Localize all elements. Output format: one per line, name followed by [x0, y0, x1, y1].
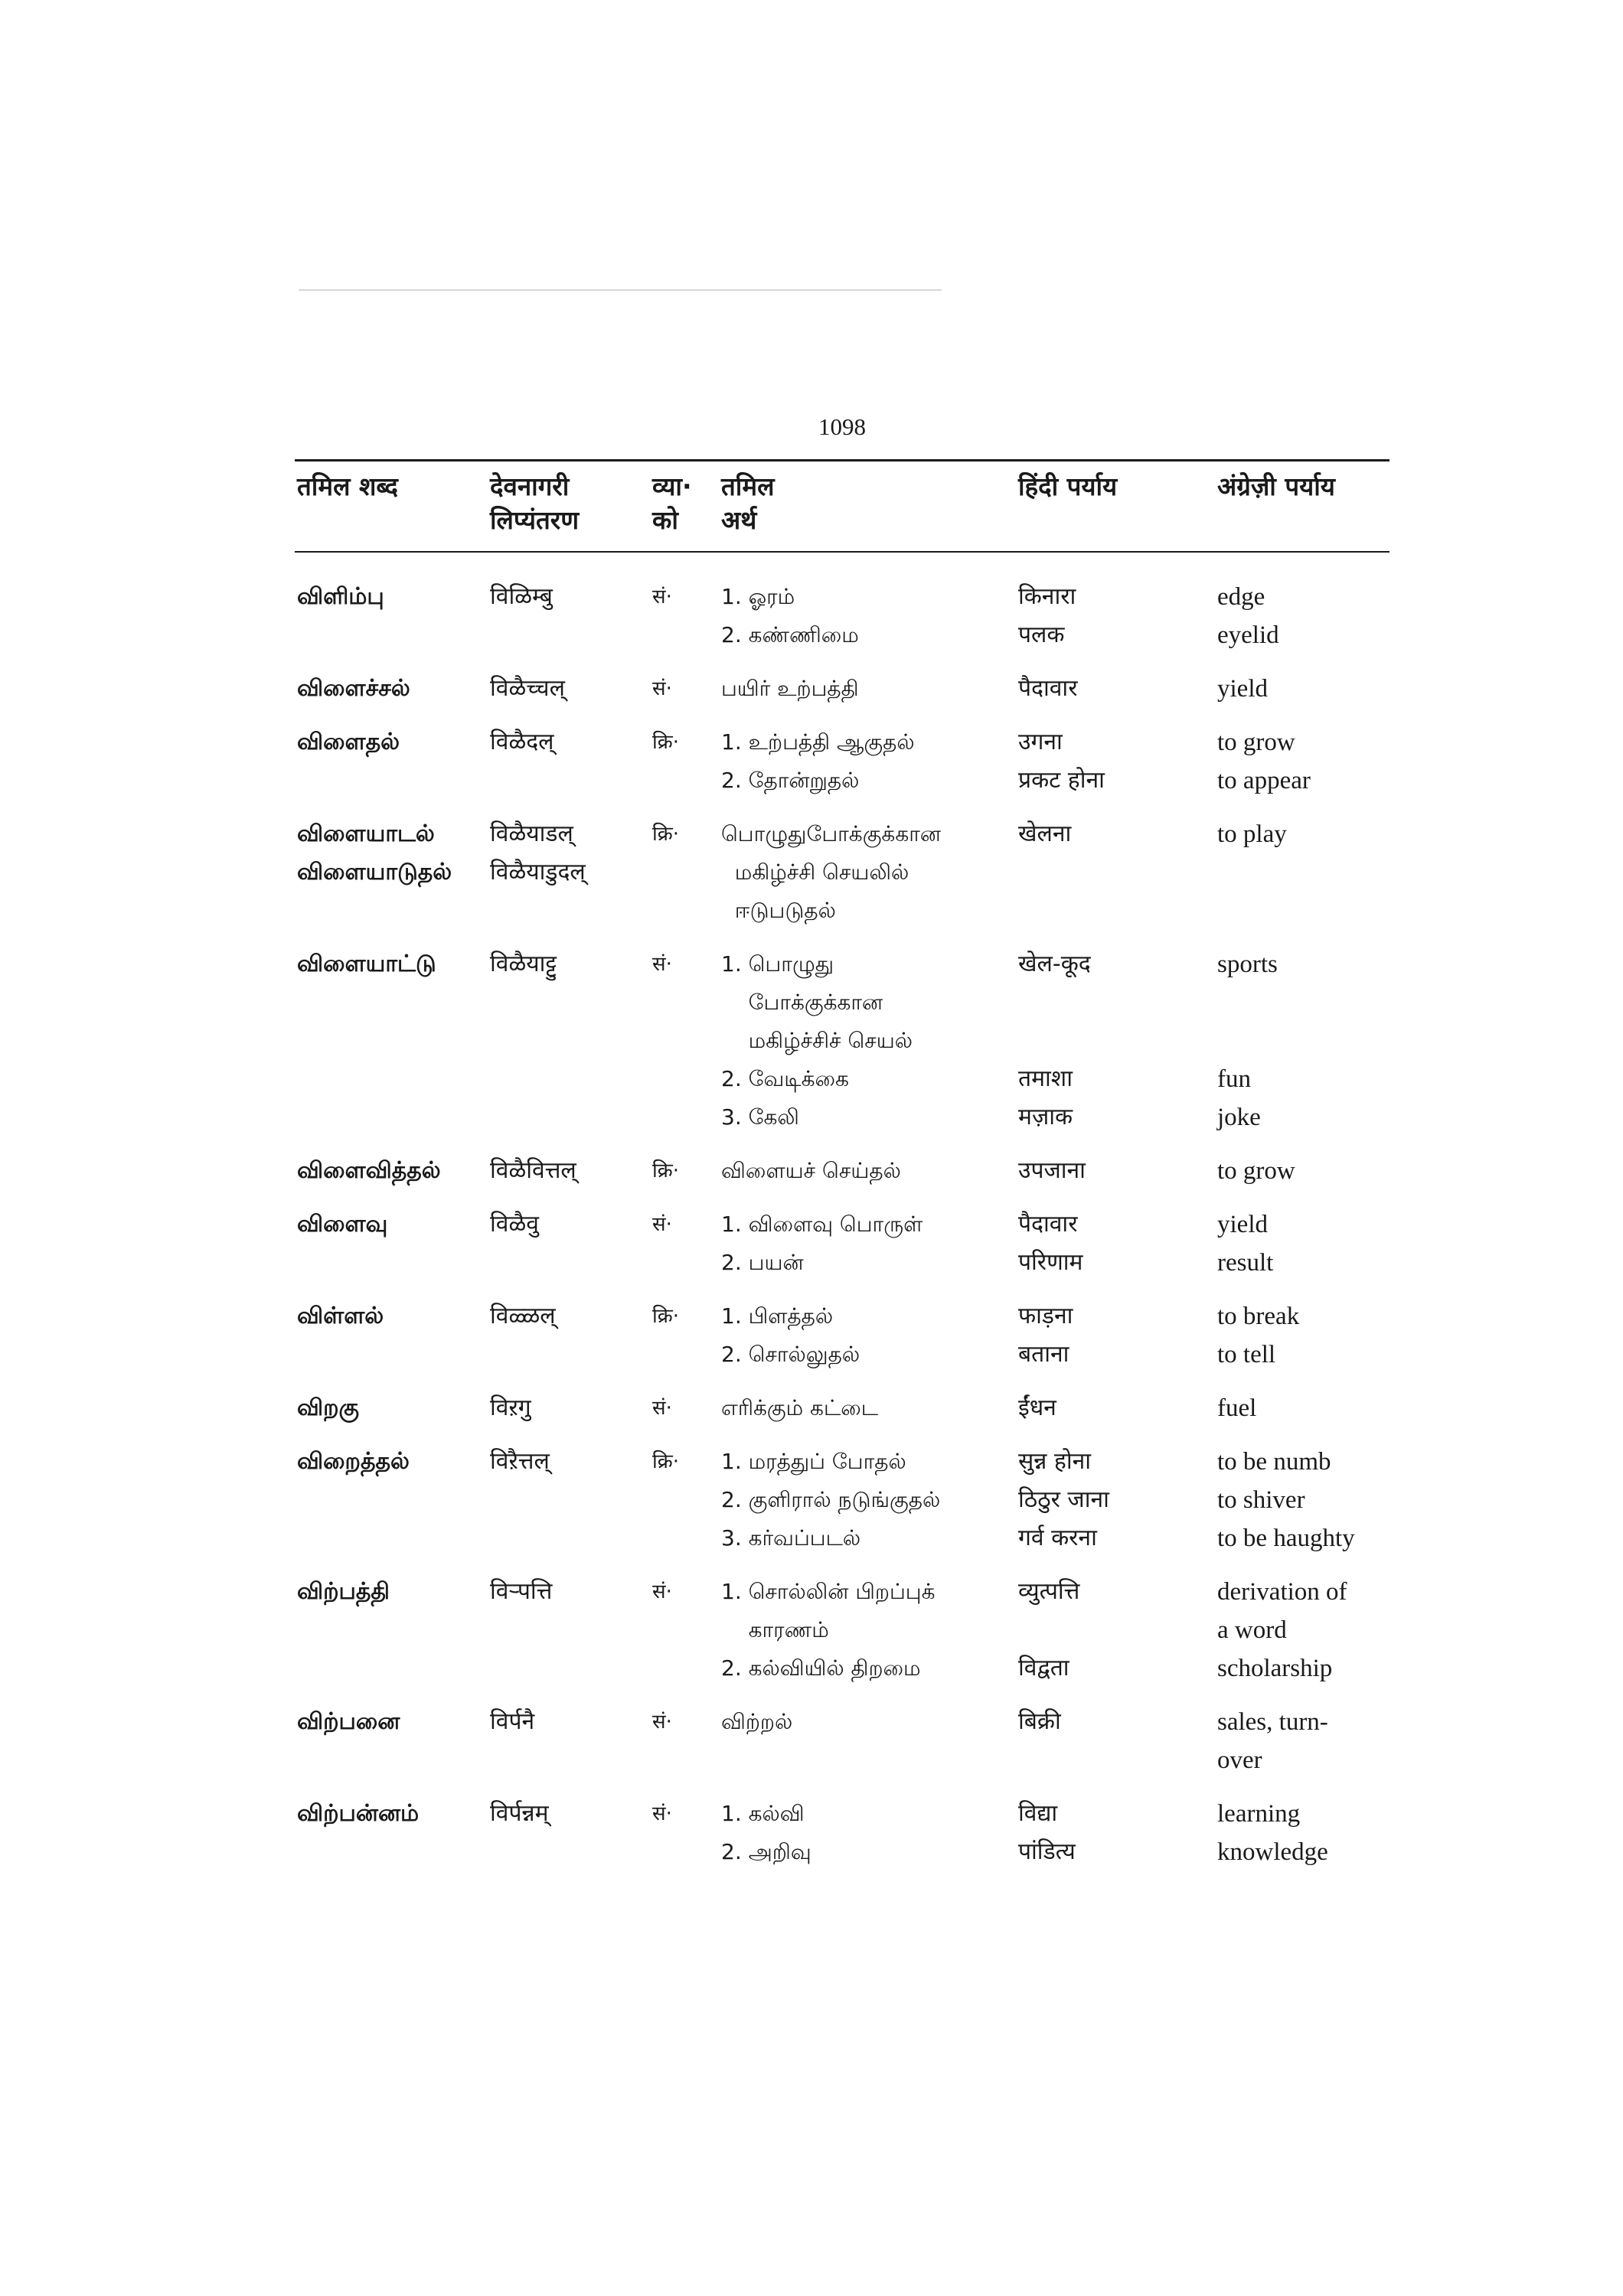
header-tamil-meaning-line1: तमिल: [721, 471, 775, 501]
english-equivalent: to be haughty: [1217, 1525, 1355, 1552]
header-english-text: अंग्रेज़ी पर्याय: [1217, 471, 1335, 501]
tamil-meaning: பொழுதுபோக்குக்கான: [721, 821, 942, 846]
tamil-meaning: காரணம்: [721, 1617, 829, 1642]
tamil-meaning: 1. பிளத்தல்: [721, 1303, 834, 1329]
hindi-equivalent: पलक: [1018, 621, 1065, 648]
header-tamil-meaning-line2: अर्थ: [721, 505, 757, 535]
tamil-word: விளையாடல்: [297, 820, 435, 847]
table-header: [0, 470, 1623, 546]
english-equivalent: a word: [1217, 1616, 1287, 1644]
english-equivalent: to grow: [1217, 729, 1295, 756]
scan-smudge-line: [299, 289, 942, 291]
grammar-tag: सं·: [652, 585, 672, 608]
tamil-word: விளையாட்டு: [297, 951, 436, 977]
hindi-equivalent: पांडित्य: [1018, 1838, 1076, 1865]
hindi-equivalent: ठिठुर जाना: [1018, 1486, 1109, 1513]
english-equivalent: yield: [1217, 1211, 1268, 1238]
grammar-tag: सं·: [652, 1397, 672, 1420]
grammar-tag: क्रि·: [652, 823, 679, 846]
english-equivalent: edge: [1217, 583, 1265, 611]
entry-line: [0, 1389, 1623, 1427]
tamil-meaning: மகிழ்ச்சி செயலில்: [721, 859, 909, 885]
entry-line: [0, 1022, 1623, 1060]
entry-line: [0, 1741, 1623, 1779]
grammar-tag: क्रि·: [652, 1305, 679, 1328]
tamil-meaning: விளையச் செய்தல்: [721, 1158, 901, 1183]
english-equivalent: to tell: [1217, 1341, 1276, 1368]
entry-line: [0, 1443, 1623, 1481]
dictionary-entry: [0, 1297, 1623, 1374]
entry-line: [0, 1573, 1623, 1611]
tamil-meaning: 1. ஓரம்: [721, 584, 795, 609]
header-bottom-rule: [295, 551, 1390, 553]
tamil-meaning: 2. பயன்: [721, 1250, 804, 1275]
devanagari-transliteration: विळैवित्तल्: [490, 1157, 576, 1184]
dictionary-entry: [0, 723, 1623, 800]
tamil-word: விறகு: [297, 1394, 360, 1421]
dictionary-entry: [0, 945, 1623, 1137]
hindi-equivalent: बताना: [1018, 1341, 1069, 1368]
header-devanagari-line2: लिप्यंतरण: [490, 505, 580, 535]
devanagari-transliteration: विऱैत्तल्: [490, 1448, 550, 1475]
grammar-tag: क्रि·: [652, 1450, 679, 1473]
header-top-rule: [295, 459, 1390, 461]
tamil-meaning: 1. சொல்லின் பிறப்புக்: [721, 1579, 936, 1604]
devanagari-transliteration: विऱगु: [490, 1394, 531, 1421]
dictionary-entry: [0, 1152, 1623, 1190]
entry-line: [0, 1519, 1623, 1557]
header-grammar-line2: को: [652, 505, 678, 535]
tamil-meaning: 2. குளிரால் நடுங்குதல்: [721, 1487, 941, 1512]
tamil-word: விளைவித்தல்: [297, 1157, 441, 1184]
entry-line: [0, 1703, 1623, 1741]
entry-line: [0, 983, 1623, 1022]
hindi-equivalent: व्युत्पत्ति: [1018, 1578, 1080, 1605]
hindi-equivalent: उगना: [1018, 729, 1063, 755]
entry-line: [0, 1649, 1623, 1688]
entry-line: [0, 1833, 1623, 1871]
hindi-equivalent: ईंधन: [1018, 1394, 1056, 1421]
entry-line: [0, 616, 1623, 654]
tamil-meaning: 2. கண்ணிமை: [721, 622, 859, 647]
entry-line: [0, 1152, 1623, 1190]
entry-line: [0, 1244, 1623, 1282]
hindi-equivalent: परिणाम: [1018, 1249, 1083, 1276]
tamil-meaning: 3. கேலி: [721, 1104, 799, 1130]
tamil-word: விறைத்தல்: [297, 1448, 410, 1475]
entry-line: [0, 1205, 1623, 1244]
hindi-equivalent: तमाशा: [1018, 1065, 1073, 1092]
tamil-meaning: 1. கல்வி: [721, 1801, 805, 1826]
tamil-word: விளைவு: [297, 1211, 388, 1238]
english-equivalent: to play: [1217, 820, 1287, 848]
tamil-meaning: ஈடுபடுதல்: [721, 898, 836, 923]
tamil-word: விற்பத்தி: [297, 1578, 390, 1605]
header-hindi: [1018, 470, 1194, 504]
grammar-tag: सं·: [652, 1580, 672, 1603]
devanagari-transliteration: विळैयाडुदल्: [490, 859, 586, 885]
header-grammar-line1: व्या·: [652, 471, 692, 501]
english-equivalent: fuel: [1217, 1394, 1257, 1422]
dictionary-entry: [0, 1443, 1623, 1557]
entry-line: [0, 1336, 1623, 1374]
english-equivalent: yield: [1217, 675, 1268, 703]
entry-line: [0, 1297, 1623, 1336]
tamil-meaning: 2. சொல்லுதல்: [721, 1342, 860, 1367]
header-tamil-meaning: [721, 470, 997, 537]
devanagari-transliteration: विळैयाडल्: [490, 820, 573, 847]
entry-line: [0, 892, 1623, 930]
dictionary-entry: [0, 1205, 1623, 1282]
tamil-meaning: 3. கர்வப்படல்: [721, 1525, 861, 1551]
tamil-meaning: எரிக்கும் கட்டை: [721, 1395, 879, 1420]
english-equivalent: knowledge: [1217, 1838, 1328, 1866]
header-tamil-word: [297, 470, 473, 504]
english-equivalent: derivation of: [1217, 1578, 1347, 1606]
tamil-meaning: மகிழ்ச்சிச் செயல்: [721, 1028, 913, 1053]
page-number: 1098: [818, 413, 866, 440]
grammar-tag: क्रि·: [652, 1159, 679, 1182]
devanagari-transliteration: विर्पन्नम्: [490, 1800, 549, 1827]
hindi-equivalent: सुन्न होना: [1018, 1448, 1092, 1475]
dictionary-entry: [0, 1703, 1623, 1779]
grammar-tag: सं·: [652, 1711, 672, 1733]
english-equivalent: fun: [1217, 1065, 1251, 1093]
hindi-equivalent: पैदावार: [1018, 675, 1078, 702]
grammar-tag: सं·: [652, 677, 672, 700]
entry-line: [0, 762, 1623, 800]
tamil-meaning: போக்குக்கான: [721, 990, 883, 1015]
english-equivalent: to appear: [1217, 767, 1311, 794]
grammar-tag: सं·: [652, 953, 672, 976]
tamil-meaning: 2. அறிவு: [721, 1839, 812, 1864]
grammar-tag: सं·: [652, 1213, 672, 1236]
devanagari-transliteration: विऱ्पत्ति: [490, 1578, 553, 1605]
tamil-word: விளைதல்: [297, 729, 400, 755]
english-equivalent: to break: [1217, 1303, 1300, 1330]
english-equivalent: eyelid: [1217, 621, 1279, 649]
dictionary-entry: [0, 578, 1623, 654]
tamil-meaning: விற்றல்: [721, 1709, 793, 1734]
tamil-word: விற்பன்னம்: [297, 1800, 420, 1827]
dictionary-entries: [0, 578, 1623, 1887]
devanagari-transliteration: विळैयाट्टु: [490, 951, 557, 977]
tamil-meaning: 2. தோன்றுதல்: [721, 768, 860, 793]
dictionary-entry: [0, 1389, 1623, 1427]
english-equivalent: to grow: [1217, 1157, 1295, 1185]
entry-line: [0, 1060, 1623, 1098]
dictionary-entry: [0, 670, 1623, 708]
devanagari-transliteration: विळ्ळल्: [490, 1303, 556, 1329]
header-grammar: [652, 470, 710, 537]
english-equivalent: over: [1217, 1746, 1262, 1774]
english-equivalent: scholarship: [1217, 1655, 1333, 1682]
entry-line: [0, 670, 1623, 708]
hindi-equivalent: किनारा: [1018, 583, 1076, 610]
devanagari-transliteration: विळैदल्: [490, 729, 554, 755]
tamil-word: விளிம்பு: [297, 583, 384, 610]
hindi-equivalent: उपजाना: [1018, 1157, 1086, 1184]
english-equivalent: result: [1217, 1249, 1274, 1277]
tamil-word: விள்ளல்: [297, 1303, 384, 1329]
tamil-meaning: 1. மரத்துப் போதல்: [721, 1449, 906, 1474]
hindi-equivalent: खेल-कूद: [1018, 951, 1091, 977]
hindi-equivalent: खेलना: [1018, 820, 1072, 847]
english-equivalent: learning: [1217, 1800, 1301, 1828]
hindi-equivalent: फाड़ना: [1018, 1303, 1073, 1329]
entry-line: [0, 1795, 1623, 1833]
hindi-equivalent: मज़ाक: [1018, 1104, 1073, 1130]
entry-line: [0, 1481, 1623, 1519]
tamil-meaning: 1. உற்பத்தி ஆகுதல்: [721, 729, 915, 755]
tamil-word: விளையாடுதல்: [297, 859, 452, 885]
english-equivalent: sales, turn-: [1217, 1708, 1328, 1736]
dictionary-entry: [0, 815, 1623, 930]
tamil-meaning: 1. விளைவு பொருள்: [721, 1212, 923, 1237]
header-tamil-word-text: तमिल शब्द: [297, 471, 398, 501]
english-equivalent: to shiver: [1217, 1486, 1305, 1514]
devanagari-transliteration: विळैच्चल्: [490, 675, 565, 702]
entry-line: [0, 723, 1623, 762]
hindi-equivalent: विद्वता: [1018, 1655, 1069, 1681]
header-devanagari-line1: देवनागरी: [490, 471, 570, 501]
english-equivalent: joke: [1217, 1104, 1261, 1131]
tamil-meaning: 2. கல்வியில் திறமை: [721, 1655, 921, 1681]
entry-line: [0, 945, 1623, 983]
hindi-equivalent: बिक्री: [1018, 1708, 1061, 1735]
tamil-word: விற்பனை: [297, 1708, 400, 1735]
entry-line: [0, 1611, 1623, 1649]
header-english: [1217, 470, 1393, 504]
header-hindi-text: हिंदी पर्याय: [1018, 471, 1118, 501]
english-equivalent: sports: [1217, 951, 1278, 978]
hindi-equivalent: पैदावार: [1018, 1211, 1078, 1238]
tamil-meaning: 2. வேடிக்கை: [721, 1066, 849, 1091]
grammar-tag: क्रि·: [652, 731, 679, 754]
grammar-tag: सं·: [652, 1802, 672, 1825]
dictionary-entry: [0, 1795, 1623, 1871]
entry-line: [0, 578, 1623, 616]
devanagari-transliteration: विळिम्बु: [490, 583, 553, 610]
tamil-meaning: பயிர் உற்பத்தி: [721, 676, 859, 701]
dictionary-entry: [0, 1573, 1623, 1688]
entry-line: [0, 1098, 1623, 1137]
devanagari-transliteration: विळैवु: [490, 1211, 539, 1238]
entry-line: [0, 815, 1623, 853]
tamil-word: விளைச்சல்: [297, 675, 410, 702]
english-equivalent: to be numb: [1217, 1448, 1331, 1476]
devanagari-transliteration: विर्पनै: [490, 1708, 535, 1735]
hindi-equivalent: गर्व करना: [1018, 1525, 1097, 1551]
hindi-equivalent: प्रकट होना: [1018, 767, 1105, 794]
hindi-equivalent: विद्या: [1018, 1800, 1058, 1827]
entry-line: [0, 853, 1623, 892]
header-devanagari: [490, 470, 643, 537]
tamil-meaning: 1. பொழுது: [721, 951, 834, 977]
